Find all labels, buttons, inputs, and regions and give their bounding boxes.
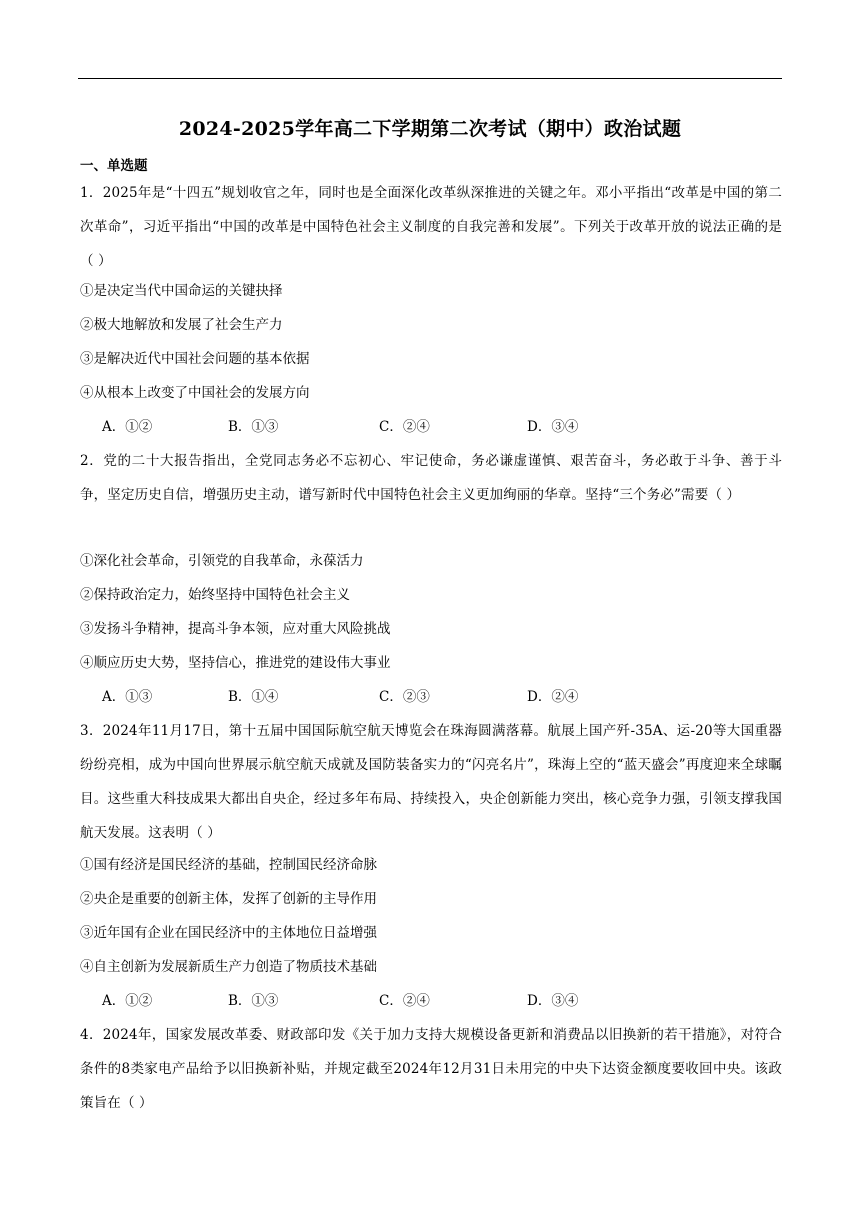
question-3-option-c[interactable]: C．②④ — [379, 993, 430, 1009]
question-1-option-b[interactable]: B．①③ — [228, 419, 279, 435]
question-3-options — [102, 984, 782, 1018]
question-3-statement-4: ④自主创新为发展新质生产力创造了物质技术基础 — [80, 959, 377, 975]
question-2-statement-3: ③发扬斗争精神，提高斗争本领，应对重大风险挑战 — [80, 621, 391, 637]
question-2-option-c[interactable]: C．②③ — [379, 689, 430, 705]
question-1-stem: 1．2025年是“十四五”规划收官之年，同时也是全面深化改革纵深推进的关键之年。邓小平指出“改革是中国的第二次革命”，习近平指出“中国的改革是中国特色社会主义制度的自我完善和发展”。下列关于改革开放的说法正确的是（ ） — [80, 185, 782, 269]
question-1-statement-1: ①是决定当代中国命运的关键抉择 — [80, 283, 283, 299]
question-1-statement-3: ③是解决近代中国社会问题的基本依据 — [80, 351, 310, 367]
question-2-option-d[interactable]: D．②④ — [527, 689, 579, 705]
question-3-statement-1: ①国有经济是国民经济的基础，控制国民经济命脉 — [80, 857, 377, 873]
question-3-stem: 3．2024年11月17日，第十五届中国国际航空航天博览会在珠海圆满落幕。航展上国产歼-35A、运-20等大国重器纷纷亮相，成为中国向世界展示航空航天成就及国防装备实力的“闪亮名片”，珠海上空的“蓝天盛会”再度迎来全球瞩目。这些重大科技成果大都出自央企，经过多年布局、持续投入，央企创新能力突出，核心竞争力强，引领支撑我国航天发展。这表明（ ） — [80, 723, 782, 841]
question-2-options — [102, 680, 782, 714]
question-3-statement-2: ②央企是重要的创新主体，发挥了创新的主导作用 — [80, 891, 377, 907]
question-1-statement-4: ④从根本上改变了中国社会的发展方向 — [80, 385, 310, 401]
question-2-option-a[interactable]: A．①③ — [102, 689, 153, 705]
question-1-options — [102, 410, 782, 444]
question-3-option-b[interactable]: B．①③ — [228, 993, 279, 1009]
question-2-statement-2: ②保持政治定力，始终坚持中国特色社会主义 — [80, 587, 350, 603]
question-3-option-a[interactable]: A．①② — [102, 993, 153, 1009]
question-1-option-d[interactable]: D．③④ — [527, 419, 579, 435]
question-3-statement-3: ③近年国有企业在国民经济中的主体地位日益增强 — [80, 925, 377, 941]
question-1-statement-2: ②极大地解放和发展了社会生产力 — [80, 317, 283, 333]
question-2-statement-1: ①深化社会革命，引领党的自我革命，永葆活力 — [80, 553, 364, 569]
section-heading: 一、单选题 — [80, 158, 148, 174]
question-3-option-d[interactable]: D．③④ — [527, 993, 579, 1009]
question-2-statement-4: ④顺应历史大势，坚持信心，推进党的建设伟大事业 — [80, 655, 391, 671]
question-1-option-c[interactable]: C．②④ — [379, 419, 430, 435]
question-2-option-b[interactable]: B．①④ — [228, 689, 279, 705]
question-4-stem: 4．2024年，国家发展改革委、财政部印发《关于加力支持大规模设备更新和消费品以旧换新的若干措施》，对符合条件的8类家电产品给予以旧换新补贴，并规定截至2024年12月31日未用完的中央下达资金额度要收回中央。该政策旨在（ ） — [80, 1027, 782, 1111]
question-2-stem: 2．党的二十大报告指出，全党同志务必不忘初心、牢记使命，务必谦虚谨慎、艰苦奋斗，务必敢于斗争、善于斗争，坚定历史自信，增强历史主动，谱写新时代中国特色社会主义更加绚丽的华章。坚持“三个务必”需要（ ） — [80, 453, 782, 503]
page-title: 2024-2025学年高二下学期第二次考试（期中）政治试题 — [178, 118, 682, 140]
header-rule — [78, 78, 782, 79]
question-1-option-a[interactable]: A．①② — [102, 419, 153, 435]
